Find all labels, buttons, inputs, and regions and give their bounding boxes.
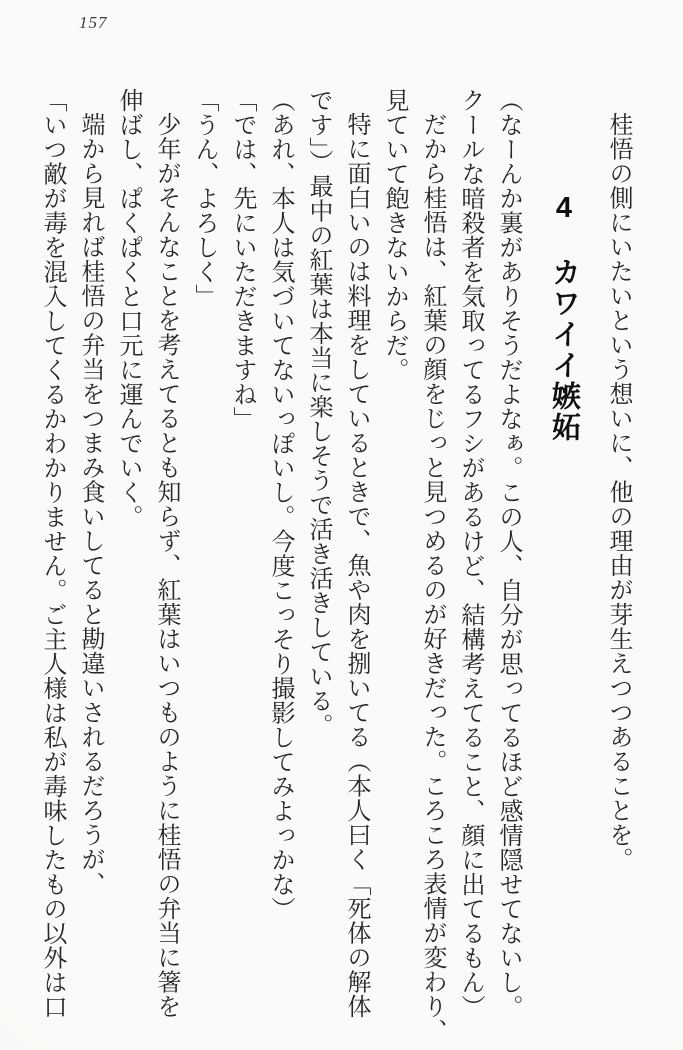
text-column: （なーんか裏がありそうだよなぁ。この人、自分が思ってるほど感情隠せてないし。 (495, 88, 521, 1019)
text-column: 桂悟の側にいたいという想いに、他の理由が芽生えつつあることを。 (605, 112, 631, 872)
text-column: です」）最中の紅葉は本当に楽しそうで活き活きしている。 (305, 88, 331, 738)
text-column: 「いつ敵が毒を混入してくるかわかりません。ご主人様は私が毒味したもの以外は口 (39, 88, 65, 1019)
text-column: 伸ばし、ぱくぱくと口元に運んでいく。 (115, 88, 141, 529)
text-column: 特に面白いのは料理をしているときで、魚や肉を捌いてる（本人曰く「死体の解体 (343, 112, 369, 1019)
chapter-title: カワイイ嫉妬 (548, 257, 580, 443)
text-column: （あれ、本人は気づいてないっぽいし。今度こっそり撮影してみよっかな） (267, 88, 293, 921)
chapter-number: 4 (548, 192, 580, 226)
text-column: 見ていて飽きないからだ。 (381, 88, 407, 382)
text-column: 少年がそんなことを考えてるとも知らず、紅葉はいつものように桂悟の弁当に箸を (153, 112, 179, 1019)
text-column: 「では、先にいただきますね」 (229, 88, 255, 431)
heading-space (541, 226, 587, 257)
text-column: だから桂悟は、紅葉の顔をじっと見つめるのが好きだった。ころころ表情が変わり、 (419, 112, 445, 1043)
text-column: クールな暗殺者を気取ってるフシがあるけど、結構考えてること、顔に出てるもん） (457, 88, 483, 1019)
text-column: 端から見れば桂悟の弁当をつまみ食いしてると勘違いされるだろうが、 (77, 112, 103, 896)
page-number: 157 (79, 13, 108, 32)
text-columns (26, 88, 637, 1050)
text-column: 「うん、よろしく」 (191, 88, 217, 309)
chapter-heading (541, 88, 587, 1050)
